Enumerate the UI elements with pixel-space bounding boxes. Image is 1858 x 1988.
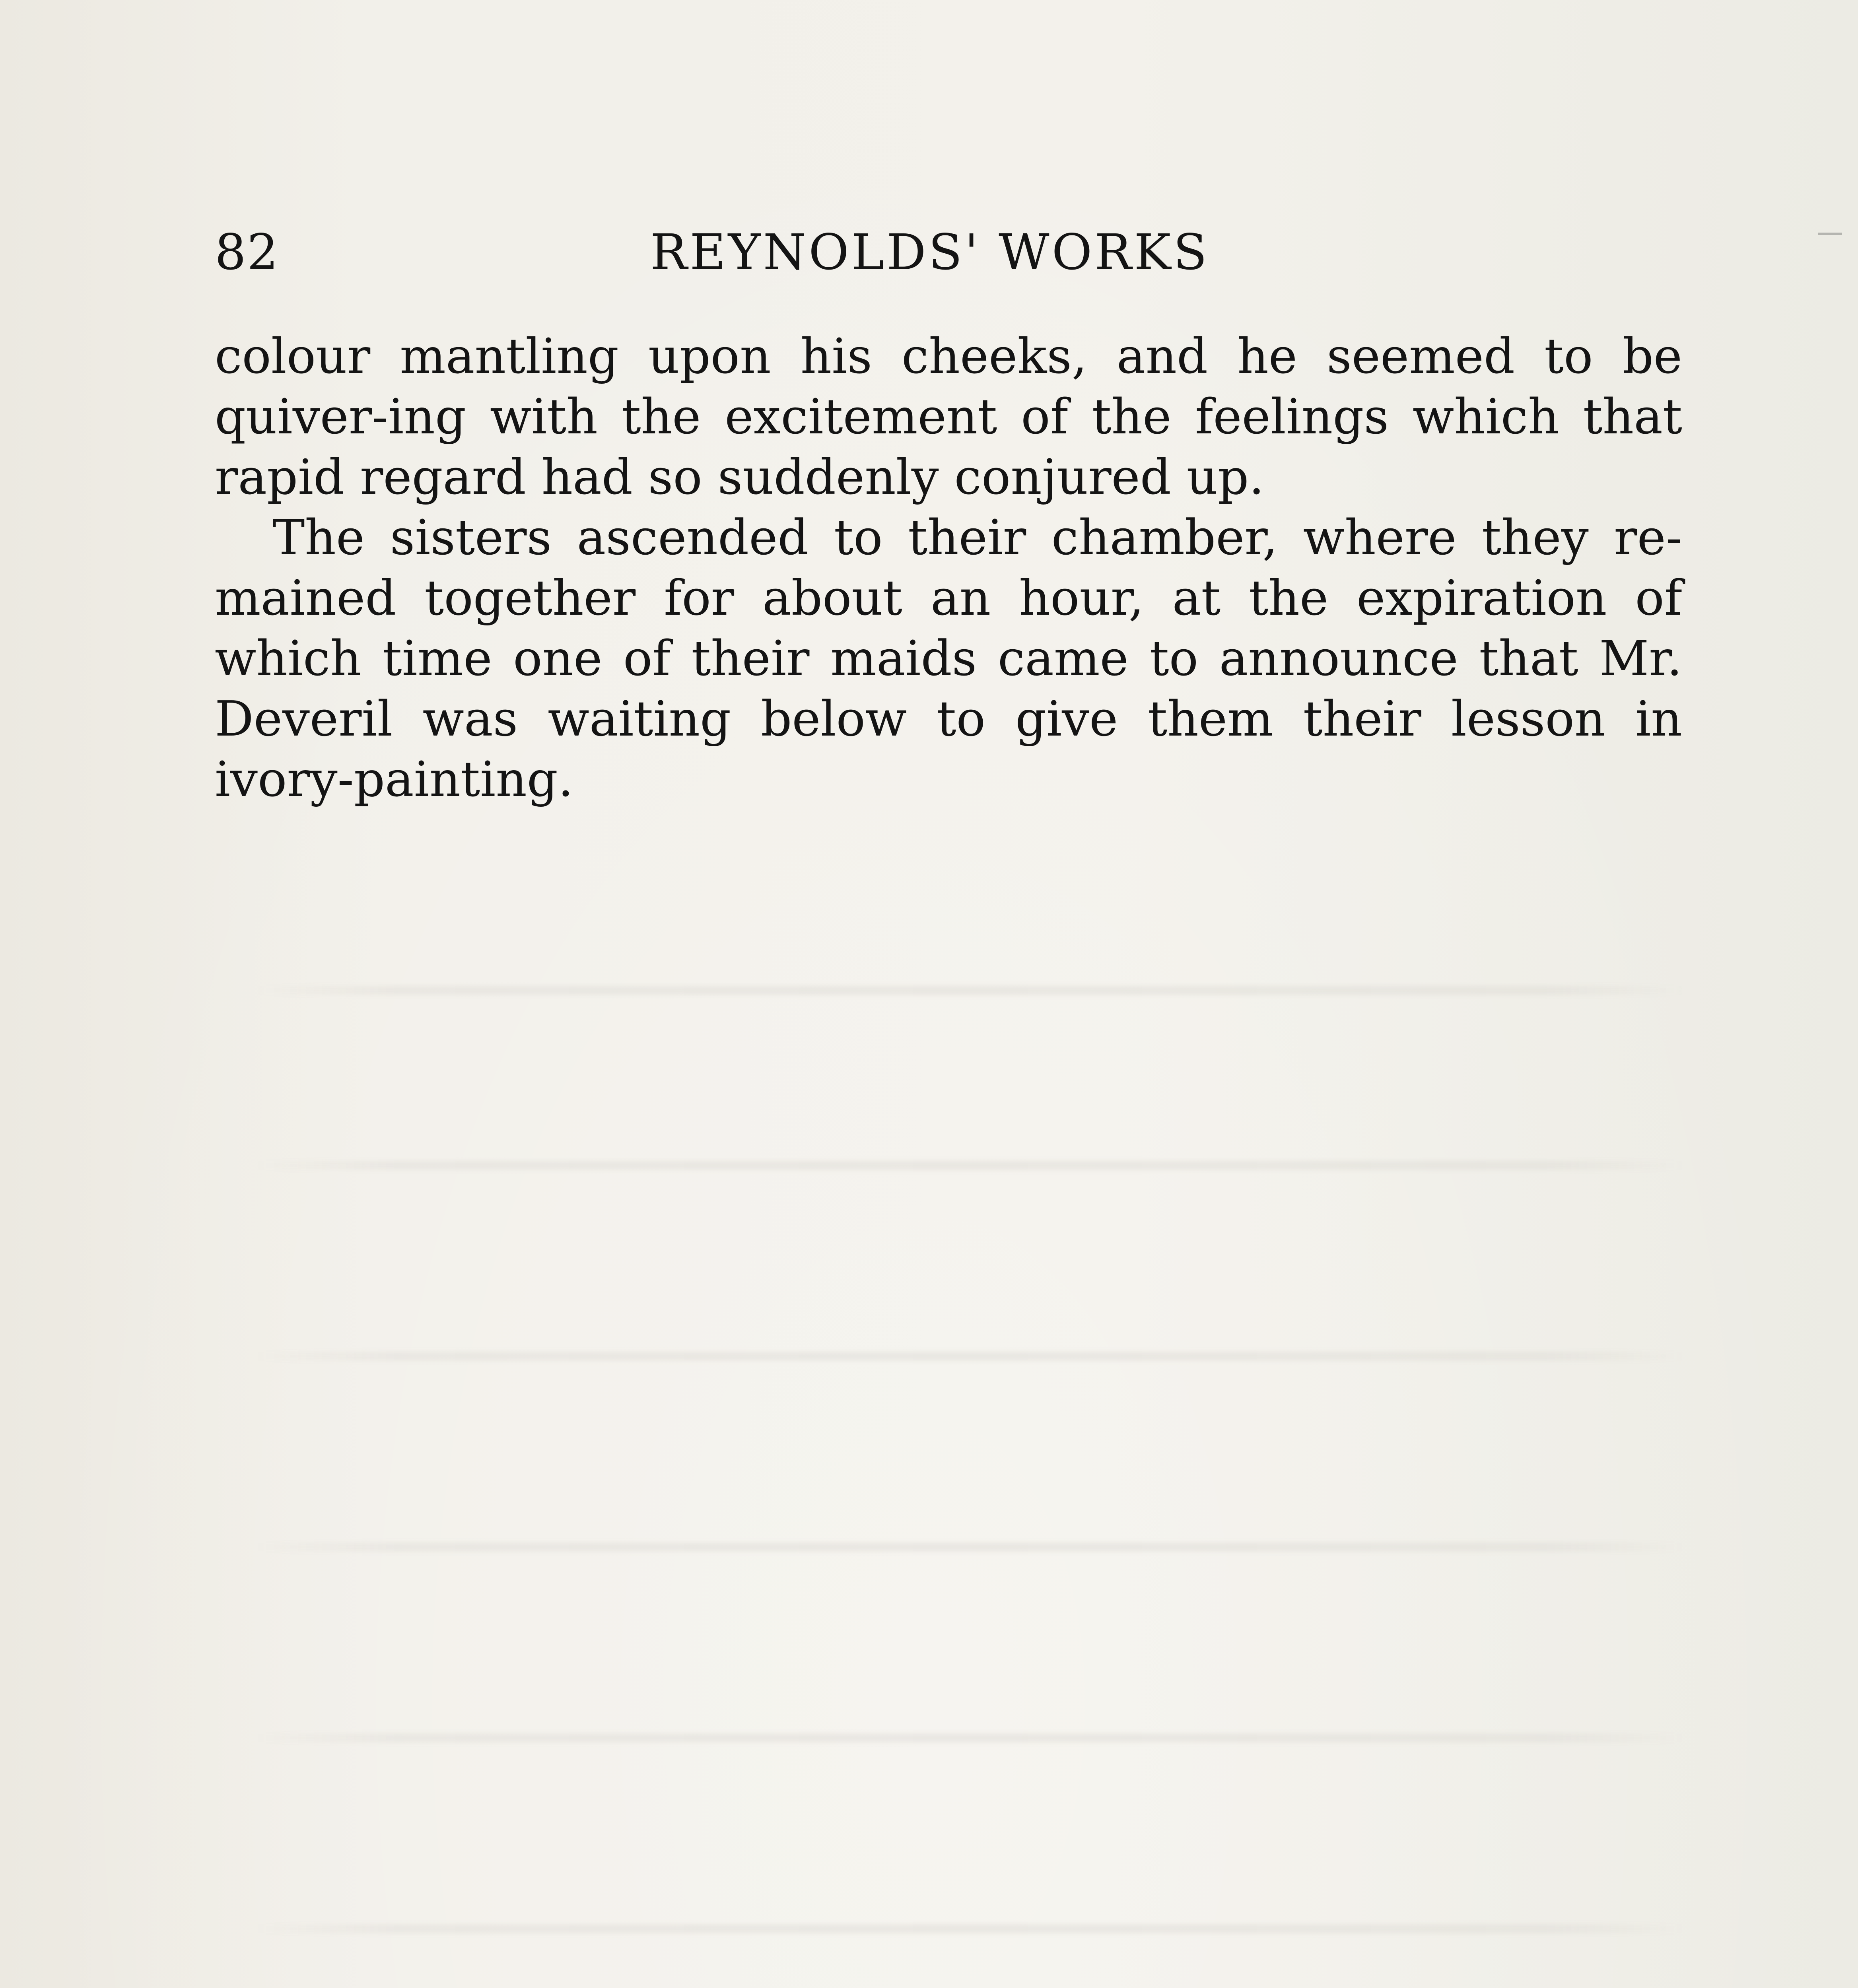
bleed-through-line — [255, 1734, 1686, 1742]
bleed-through-line — [255, 986, 1686, 995]
running-header — [215, 223, 1682, 282]
paragraph: colour mantling upon his cheeks, and he seemed to be quiver-ing with the excitement of the feelings which that rapid regard had so suddenly conjured up. — [215, 328, 1682, 505]
page-number: 82 — [215, 224, 279, 281]
bleed-through-line — [255, 1161, 1686, 1170]
edge-mark — [1818, 233, 1842, 235]
bleed-through-line — [255, 1543, 1686, 1551]
paragraph: The sisters ascended to their chamber, where they re-mained together for about an hour, at the expiration of which time one of their maids came to announce that Mr. Deveril was waiting below to give them their lesson in ivory-painting. — [215, 509, 1682, 808]
bleed-through-line — [255, 1924, 1686, 1933]
running-title: REYNOLDS' WORKS — [650, 224, 1210, 281]
bleed-through-line — [255, 1352, 1686, 1361]
body-text — [215, 326, 1682, 810]
